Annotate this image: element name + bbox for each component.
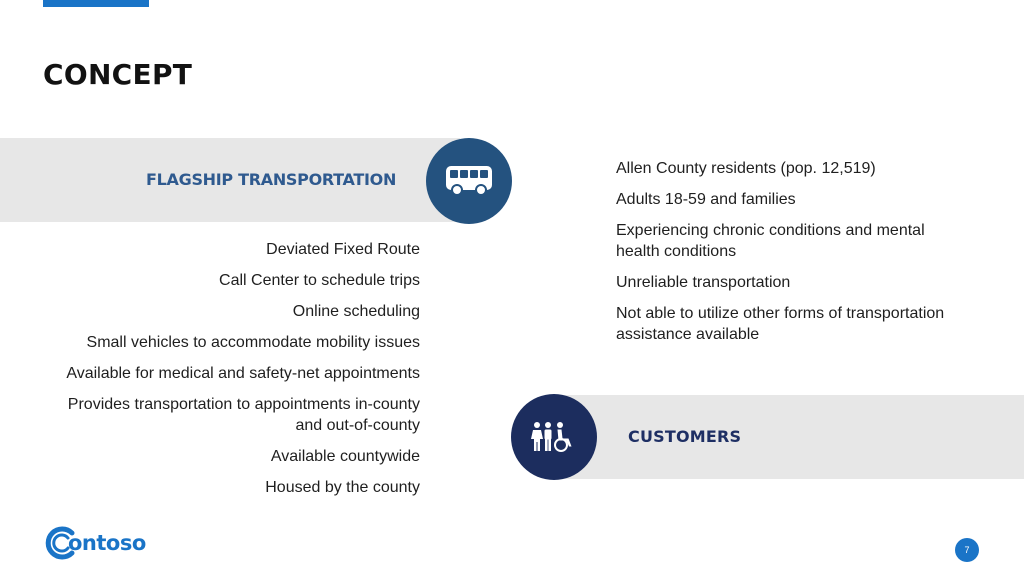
top-accent-bar xyxy=(43,0,149,7)
people-accessibility-icon xyxy=(531,421,577,453)
contoso-logo xyxy=(42,524,146,562)
list-item: Deviated Fixed Route xyxy=(266,241,420,258)
customers-band xyxy=(555,395,1024,479)
customers-heading: CUSTOMERS xyxy=(628,427,742,446)
list-item: Available for medical and safety-net appointments xyxy=(66,365,420,382)
list-item: Housed by the county xyxy=(265,479,420,496)
list-item: Provides transportation to appointments in-county and out-of-county xyxy=(67,396,420,434)
flagship-features-list xyxy=(60,239,420,508)
page-number-badge: 7 xyxy=(955,538,979,562)
list-item: Not able to utilize other forms of transportation assistance available xyxy=(616,305,945,343)
list-item: Online scheduling xyxy=(292,303,420,320)
customers-list xyxy=(616,158,966,355)
bus-icon xyxy=(444,164,494,198)
list-item: Allen County residents (pop. 12,519) xyxy=(616,160,876,177)
list-item: Small vehicles to accommodate mobility issues xyxy=(86,334,420,351)
list-item: Adults 18-59 and families xyxy=(616,191,796,208)
logo-text: ontoso xyxy=(68,531,146,555)
flagship-heading: FLAGSHIP TRANSPORTATION xyxy=(146,170,397,189)
list-item: Call Center to schedule trips xyxy=(219,272,420,289)
bus-icon-circle xyxy=(426,138,512,224)
list-item: Unreliable transportation xyxy=(616,274,791,291)
list-item: Experiencing chronic conditions and mental health conditions xyxy=(616,222,925,260)
page-title: CONCEPT xyxy=(43,58,193,91)
list-item: Available countywide xyxy=(270,448,420,465)
people-icon-circle xyxy=(511,394,597,480)
